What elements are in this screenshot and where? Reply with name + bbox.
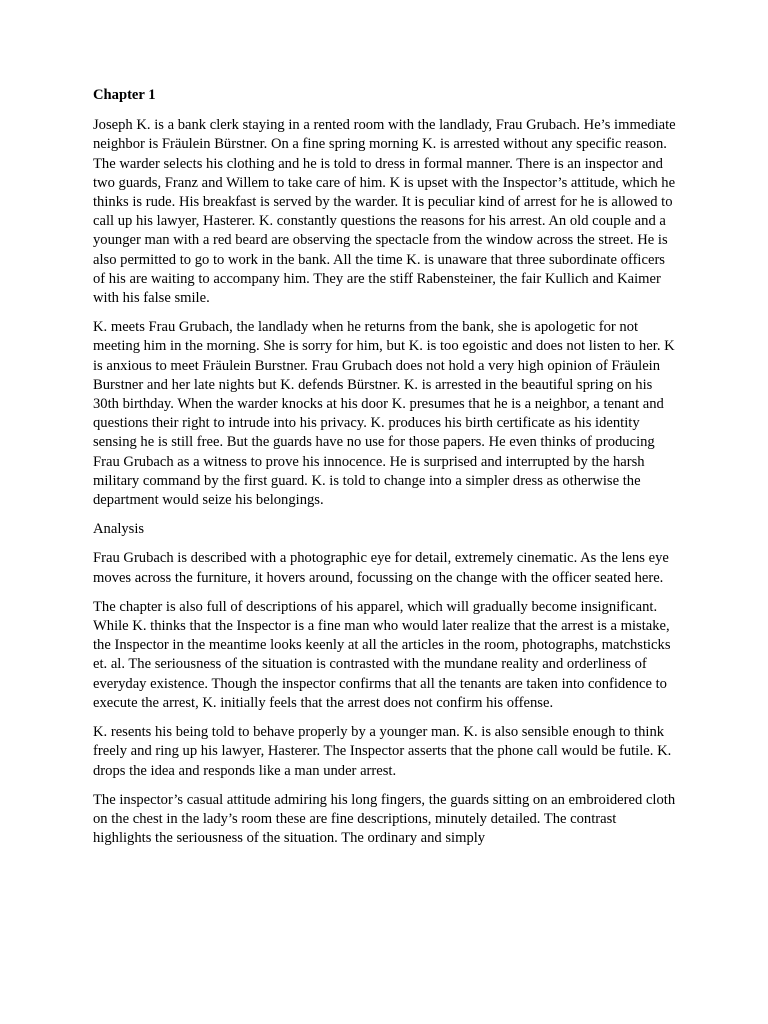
paragraph-analysis-lawyer: K. resents his being told to behave properly by a younger man. K. is also sensible enough to think freely and ring up his lawyer, Hasterer. The Inspector asserts that the phone call would be futile. K. drops the idea and responds like a man under arrest.: [93, 724, 672, 779]
paragraph-analysis-contrast: The inspector’s casual attitude admiring his long fingers, the guards sitting on an embroidered cloth on the chest in the lady’s room these are fine descriptions, minutely detailed. The contrast highlights the seriousness of the situation. The ordinary and simply: [93, 791, 676, 847]
paragraph-analysis-apparel: The chapter is also full of descriptions of his apparel, which will gradually become insignificant. While K. thinks that the Inspector is a fine man who would later realize that the arrest is a mistake, the Inspector in the meantime looks keenly at all the articles in the room, photographs, matchsticks et. al. The seriousness of the situation is contrasted with the mundane reality and orderliness of everyday existence. Though the inspector confirms that all the tenants are taken into confidence to execute the arrest, K. initially feels that the arrest does not confirm his offense.: [93, 598, 671, 711]
analysis-heading: Analysis: [93, 521, 145, 538]
paragraph-analysis-cinematic: Frau Grubach is described with a photographic eye for detail, extremely cinematic. As the lens eye moves across the furniture, it hovers around, focussing on the change with the officer seated here.: [93, 550, 669, 586]
chapter-title: Chapter 1: [93, 87, 156, 103]
document-page: [93, 86, 677, 858]
paragraph-frau-grubach: K. meets Frau Grubach, the landlady when he returns from the bank, she is apologetic for not meeting him in the morning. She is sorry for him, but K. is too egoistic and does not listen to her. K is anxious to meet Fräulein Burstner. Frau Grubach does not hold a very high opinion of Fräulein Burstner and her late nights but K. defends Bürstner. K. is arrested in the beautiful spring on his 30th birthday. When the warder knocks at his door K. presumes that he is a neighbor, a tenant and questions their right to intrude into his privacy. K. produces his birth certificate as his identity sensing he is still free. But the guards have no use for those papers. He even thinks of producing Frau Grubach as a witness to prove his innocence. He is surprised and interrupted by the harsh military command by the first guard. K. is told to change into a simpler dress as otherwise the department would seize his belongings.: [93, 319, 675, 509]
paragraph-arrest-summary: Joseph K. is a bank clerk staying in a rented room with the landlady, Frau Grubach. He’s immediate neighbor is Fräulein Bürstner. On a fine spring morning K. is arrested without any specific reason. The warder selects his clothing and he is told to dress in formal manner. There is an inspector and two guards, Franz and Willem to take care of him. K is upset with the Inspector’s attitude, which he thinks is rude. His breakfast is served by the warder. It is peculiar kind of arrest for he is allowed to call up his lawyer, Hasterer. K. constantly questions the reasons for his arrest. An old couple and a younger man with a red beard are observing the spectacle from the window across the street. He is also permitted to go to work in the bank. All the time K. is unaware that three subordinate officers of his are waiting to accompany him. They are the stiff Rabensteiner, the fair Kullich and Kaimer with his false smile.: [93, 117, 676, 307]
